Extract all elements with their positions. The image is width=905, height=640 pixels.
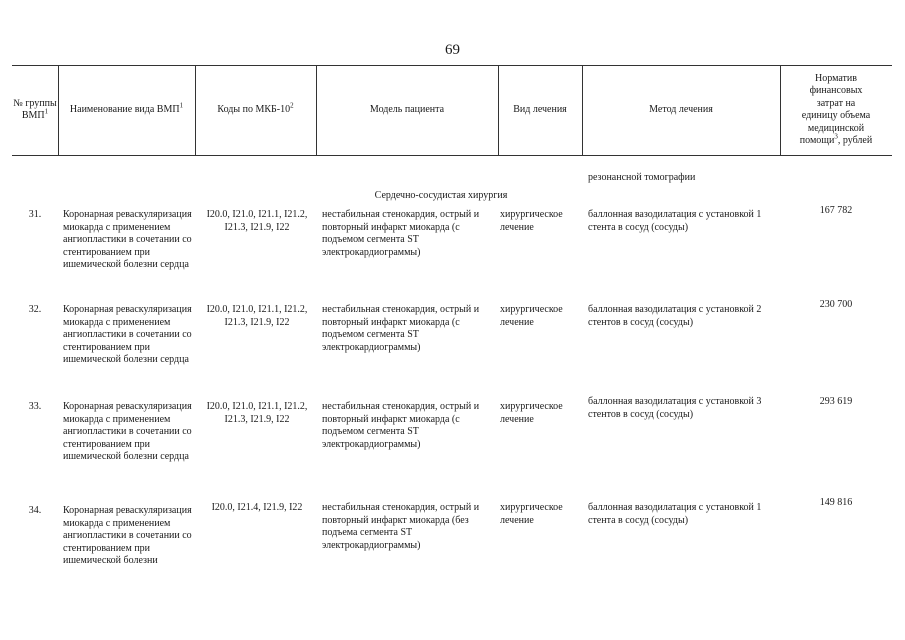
vmp-name: Коронарная реваскуляризация миокарда с применением ангиопластики в сочетании со стентированием при ишемической болезни сердца xyxy=(63,304,192,365)
page-number: 69 xyxy=(445,42,460,58)
treatment-type: хирургическое лечение xyxy=(500,304,563,328)
financial-norm: 167 782 xyxy=(819,205,853,216)
header-icd-codes: Коды по МКБ-$10^2$ xyxy=(217,101,294,115)
header-group-number: № группы ВМП$^1$ xyxy=(13,97,57,121)
header-treatment-method: Метод лечения xyxy=(649,103,713,115)
patient-model: нестабильная стенокардия, острый и повторный инфаркт миокарда (без подъема сегмента ST электрокардиограммы) xyxy=(322,502,480,551)
financial-norm: 230 700 xyxy=(819,299,853,310)
section-title: Сердечно-сосудистая хирургия xyxy=(374,190,508,201)
vmp-name: Коронарная реваскуляризация миокарда с применением ангиопластики в сочетании со стентированием при ишемической болезни xyxy=(63,505,192,566)
icd-codes: I20.0, I21.0, I21.1, I21.2, I21.3, I21.9, I22 xyxy=(206,401,308,425)
icd-codes: I20.0, I21.4, I21.9, I22 xyxy=(211,502,303,513)
patient-model: нестабильная стенокардия, острый и повторный инфаркт миокарда (с подъемом сегмента ST электрокардиограммы) xyxy=(322,401,480,450)
icd-codes: I20.0, I21.0, I21.1, I21.2, I21.3, I21.9, I22 xyxy=(206,209,308,233)
treatment-method: баллонная вазодилатация с установкой 1 стента в сосуд (сосуды) xyxy=(588,502,762,526)
treatment-method: баллонная вазодилатация с установкой 3 стентов в сосуд (сосуды) xyxy=(588,396,762,420)
financial-norm: 293 619 xyxy=(819,396,853,407)
icd-codes: I20.0, I21.0, I21.1, I21.2, I21.3, I21.9, I22 xyxy=(206,304,308,328)
row-number: 34. xyxy=(28,505,42,516)
vmp-name: Коронарная реваскуляризация миокарда с применением ангиопластики в сочетании со стентированием при ишемической болезни сердца xyxy=(63,401,192,462)
header-patient-model: Модель пациента xyxy=(369,103,445,115)
financial-norm: 149 816 xyxy=(819,497,853,508)
header-vmp-name: Наименование вида ВМП$^1$ xyxy=(69,101,184,115)
patient-model: нестабильная стенокардия, острый и повторный инфаркт миокарда (с подъемом сегмента ST электрокардиограммы) xyxy=(322,209,480,258)
vmp-name: Коронарная реваскуляризация миокарда с применением ангиопластики в сочетании со стентированием при ишемической болезни сердца xyxy=(63,209,192,270)
carry-over-text: резонансной томографии xyxy=(588,172,696,183)
treatment-method: баллонная вазодилатация с установкой 2 стентов в сосуд (сосуды) xyxy=(588,304,762,328)
treatment-type: хирургическое лечение xyxy=(500,209,563,233)
header-financial-norm: Норматив финансовых затрат на единицу объема медицинской помощи$^3$, рублей xyxy=(799,72,873,146)
treatment-method: баллонная вазодилатация с установкой 1 стента в сосуд (сосуды) xyxy=(588,209,762,233)
header-treatment-type: Вид лечения xyxy=(513,103,567,115)
patient-model: нестабильная стенокардия, острый и повторный инфаркт миокарда (с подъемом сегмента ST электрокардиограммы) xyxy=(322,304,480,353)
row-number: 33. xyxy=(28,401,42,412)
row-number: 31. xyxy=(28,209,42,220)
treatment-type: хирургическое лечение xyxy=(500,502,563,526)
row-number: 32. xyxy=(28,304,42,315)
treatment-type: хирургическое лечение xyxy=(500,401,563,425)
header-bottom-border xyxy=(12,155,892,156)
